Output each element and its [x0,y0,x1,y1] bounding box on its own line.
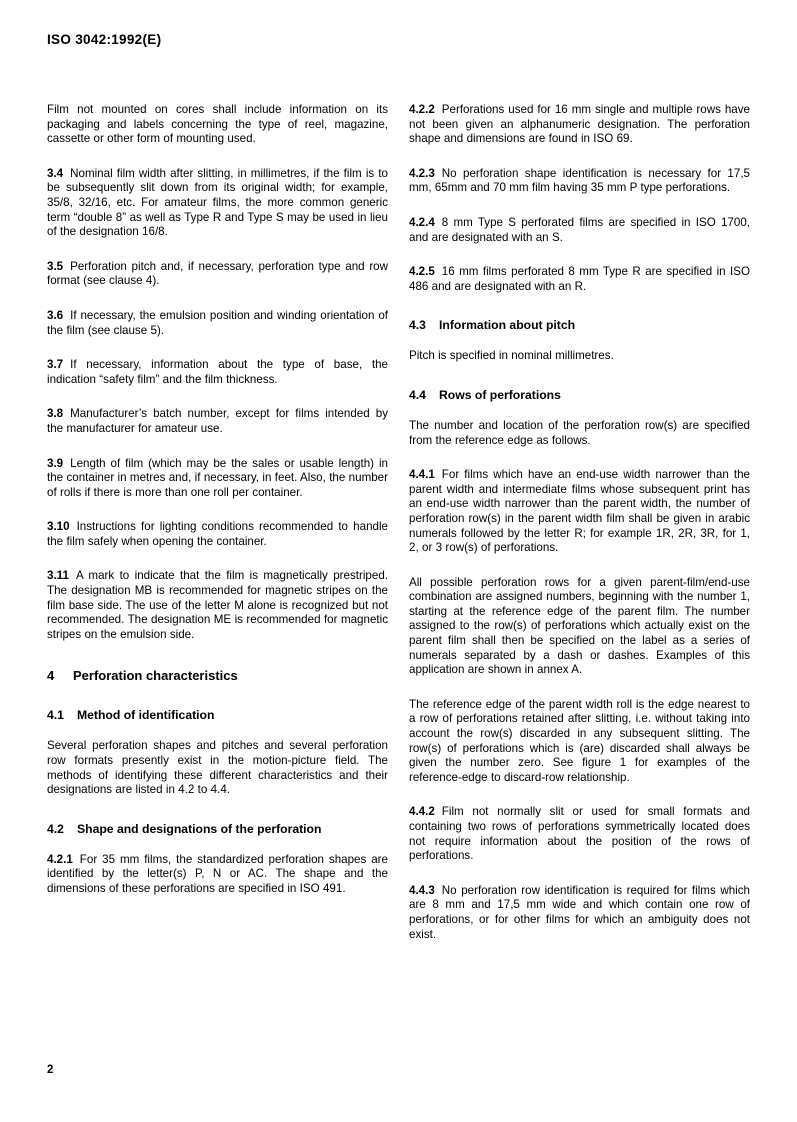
heading-4-2-shape-and-designations [47,822,388,837]
clause-text: No perforation row identification is required for films which are 8 mm and 17,5 mm wide and which contain one row of perforations, or for other films for which an ambiguity does not exist. [409,883,750,941]
clause-3-6 [47,309,388,338]
clause-text: Manufacturer’s batch number, except for films intended by the manufacturer for amateur use. [47,407,388,435]
clause-number: 4.4.3 [409,883,435,897]
clause-text: If necessary, information about the type of base, the indication “safety film” and the film thickness. [47,358,388,386]
clause-4-4-1 [409,468,750,556]
two-column-body [47,103,750,942]
clause-3-9 [47,457,388,501]
clause-text: Perforation pitch and, if necessary, perforation type and row format (see clause 4). [47,259,388,288]
clause-number: 4.4.1 [409,468,435,482]
clause-4-2-4 [409,216,750,245]
clause-number: 3.7 [47,358,64,372]
clause-number: 3.5 [47,259,64,273]
clause-number: 3.8 [47,407,64,421]
left-column [47,103,388,942]
heading-title: Rows of perforations [439,387,561,402]
heading-4-4-rows-of-perforations [409,388,750,403]
page-header: ISO 3042:1992(E) [47,32,162,47]
clause-text: If necessary, the emulsion position and winding orientation of the film (see clause 5). [47,308,388,337]
paragraph-4-4-1-continuation-b: The reference edge of the parent width roll is the edge nearest to a row of perforations retained after slitting, i.e. without taking into account the row(s) discarded in any subsequent slitting. The row(s) of perforations which is (are) discarded shall always be given the number zero. See figure 1 for examples of the reference-edge to discard-row relationship. [409,697,750,784]
clause-text: For 35 mm films, the standardized perforation shapes are identified by the letter(s) P, N or AC. The shape and the dimensions of these perforations are specified in ISO 491. [47,852,388,895]
clause-number: 3.6 [47,308,64,322]
heading-title: Shape and designations of the perforation [77,821,322,836]
clause-number: 3.11 [47,569,69,583]
clause-number: 3.9 [47,456,64,470]
heading-number: 4.1 [47,708,64,723]
clause-3-8 [47,407,388,436]
heading-4-1-method-of-identification [47,708,388,723]
clause-text: Nominal film width after slitting, in millimetres, if the film is to be subsequently slit down from its original width; for example, 35/8, 32/16, etc. For amateur films, the more common generic term “double 8” as well as Type R and Type S may be used in lieu of the designation 16/8. [47,166,388,239]
clause-4-2-2 [409,103,750,147]
paragraph-4-3-body: Pitch is specified in nominal millimetres. [409,349,614,363]
page-number: 2 [47,1064,54,1076]
clause-text: 8 mm Type S perforated films are specified in ISO 1700, and are designated with an S. [409,215,750,244]
clause-text: No perforation shape identification is necessary for 17,5 mm, 65mm and 70 mm film having 35 mm P type perforations. [409,166,750,195]
heading-title: Method of identification [77,708,215,723]
paragraph-4-4-body: The number and location of the perforation row(s) are specified from the reference edge as follows. [409,418,750,447]
clause-number: 4.2.3 [409,166,435,180]
clause-4-4-3 [409,884,750,942]
clause-text: Length of film (which may be the sales or usable length) in the container in metres and, if necessary, in feet. Also, the number of rolls if there is more than one roll per container. [47,456,388,499]
clause-3-11 [47,569,388,642]
clause-number: 4.2.1 [47,852,73,866]
clause-number: 4.4.2 [409,805,435,819]
clause-number: 3.4 [47,166,64,180]
heading-number: 4.3 [409,318,426,333]
clause-4-4-2 [409,805,750,863]
heading-4-3-information-about-pitch [409,318,750,333]
clause-4-2-1 [47,853,388,897]
right-column [409,103,750,942]
clause-4-2-3 [409,167,750,196]
clause-4-2-5 [409,265,750,294]
clause-number: 4.2.2 [409,103,435,116]
clause-text: For films which have an end-use width narrower than the parent width and intermediate films whose subsequent print has an end-use width narrower than the parent width, the number of perforation row(s) in the parent width film shall be given in arabic numerals followed by the letter R; for example 1R, 2R, 3R, for 1, 2, or 3 row(s) of perforations. [409,468,750,555]
clause-number: 4.2.4 [409,215,435,229]
clause-text: A mark to indicate that the film is magnetically prestriped. The designation MB is recommended for magnetic stripes on the film base side. The use of the letter M alone is recognized but not recommended. The designation ME is recommended for magnetic stripes on the emulsion side. [47,569,388,641]
paragraph-4-1-body: Several perforation shapes and pitches and several perforation row formats presently exist in the motion-picture field. The methods of identifying these different characteristics and their designations are listed in 4.2 to 4.4. [47,739,388,797]
heading-4-perforation-characteristics [47,668,388,684]
heading-number: 4.4 [409,387,426,402]
paragraph-film-not-mounted: Film not mounted on cores shall include information on its packaging and labels concerning the type of reel, magazine, cassette or other form of mounting used. [47,103,388,146]
clause-number: 3.10 [47,520,70,534]
paragraph-4-4-1-continuation-a: All possible perforation rows for a given parent-film/end-use combination are assigned numbers, beginning with the number 1, starting at the reference edge of the parent film. The number assigned to the row(s) of perforations which actually exist on the parent film shall then be specified on the label as a series of numerals separated by a dash or dashes. Examples of this application are shown in annex A. [409,575,750,677]
clause-text: Instructions for lighting conditions recommended to handle the film safely when opening the container. [47,520,388,548]
clause-text: Film not normally slit or used for small formats and containing two rows of perforations symmetrically located does not require information about the position of the rows of perforations. [409,805,750,863]
heading-title: Perforation characteristics [73,668,238,684]
heading-title: Information about pitch [439,318,576,333]
heading-number: 4.2 [47,821,64,836]
clause-number: 4.2.5 [409,265,435,279]
clause-3-4 [47,167,388,240]
heading-number: 4 [47,668,55,684]
clause-3-10 [47,520,388,549]
clause-text: Perforations used for 16 mm single and multiple rows have not been given an alphanumeric designation. The perforation shape and dimensions are found in ISO 69. [409,103,750,146]
clause-text: 16 mm films perforated 8 mm Type R are specified in ISO 486 and are designated with an R. [409,265,750,293]
clause-3-5 [47,260,388,289]
clause-3-7 [47,358,388,387]
